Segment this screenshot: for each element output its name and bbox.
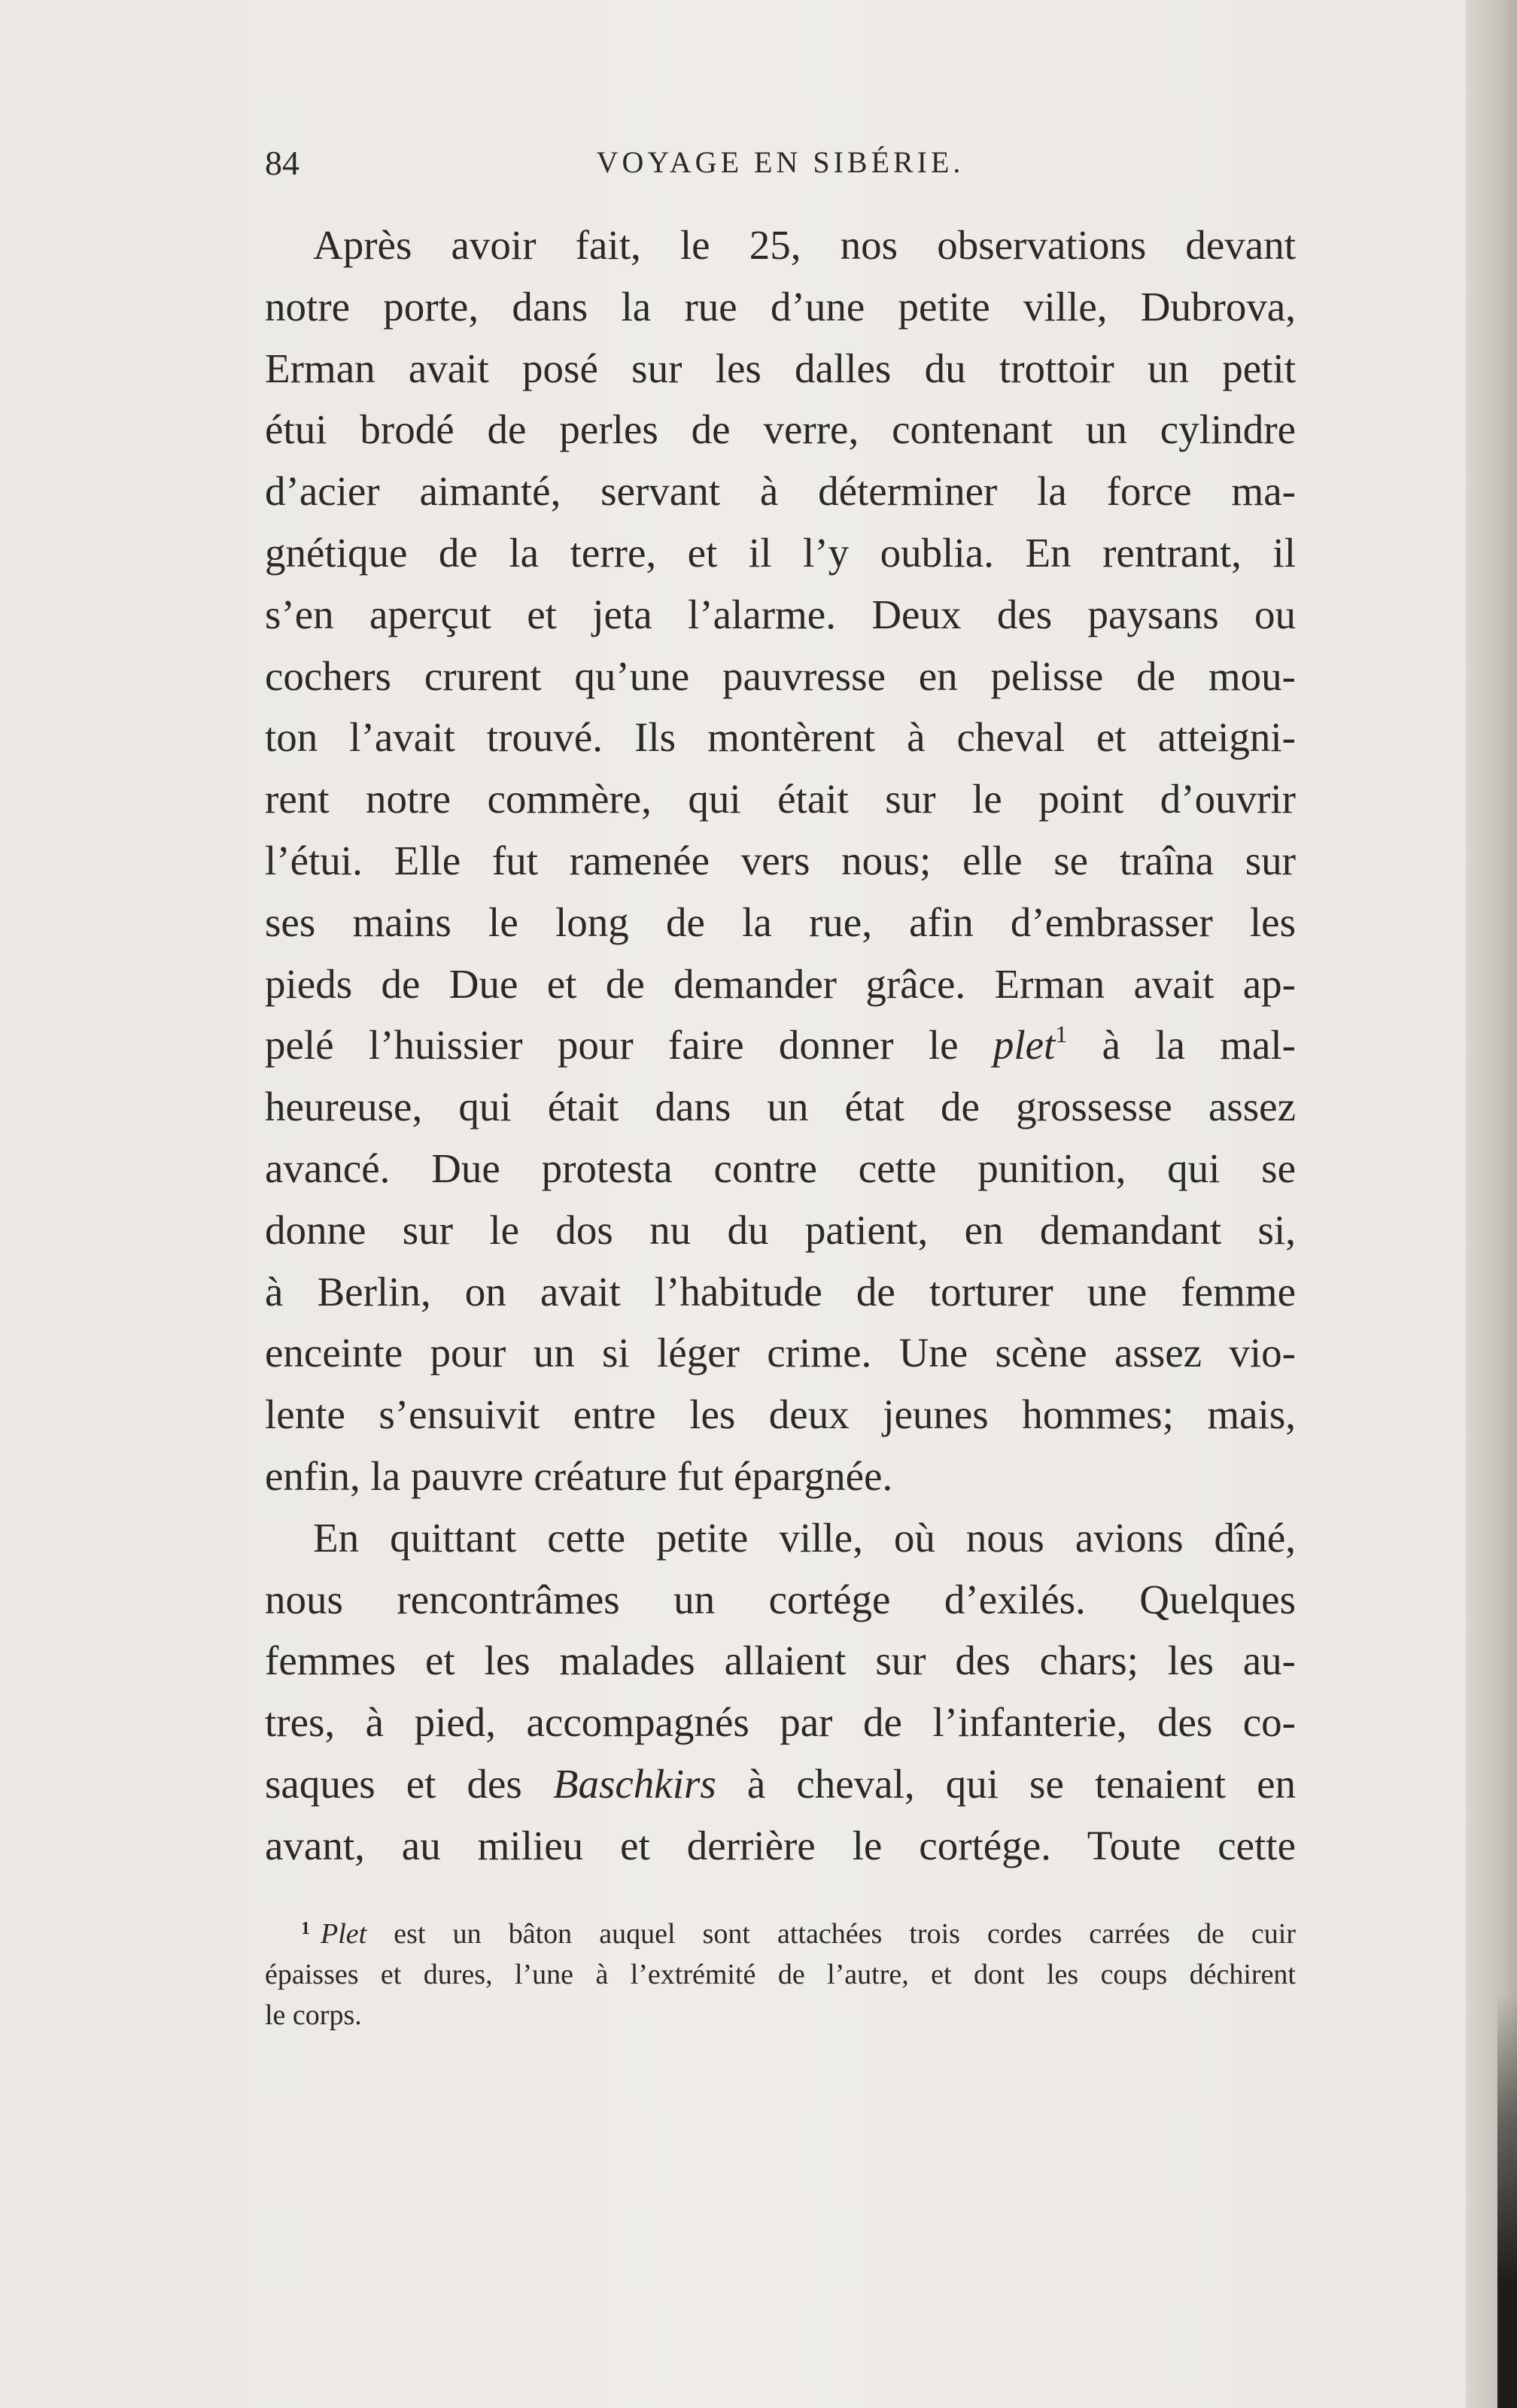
footnote-line: épaisses et dures, l’une à l’extrémité de l’autre, et dont les coups déchirent — [265, 1959, 1296, 1990]
text-line: rent notre commère, qui était sur le point d’ouvrir — [265, 776, 1296, 822]
footnote-line — [265, 1914, 1296, 1954]
footnote-term: Plet — [321, 1918, 367, 1950]
text-line: avant, au milieu et derrière le cortége. Toute cette — [265, 1822, 1296, 1868]
text-segment: pelé l’huissier pour faire donner le — [265, 1022, 959, 1069]
text-line: enceinte pour un si léger crime. Une scène assez vio- — [265, 1330, 1296, 1376]
text-line: l’étui. Elle fut ramenée vers nous; elle se traîna sur — [265, 837, 1296, 883]
running-title: VOYAGE EN SIBÉRIE. — [596, 145, 965, 179]
body-text — [265, 214, 1296, 1877]
text-line: ton l’avait trouvé. Ils montèrent à cheval et atteigni- — [265, 714, 1296, 761]
text-line: nous rencontrâmes un cortége d’exilés. Quelques — [265, 1576, 1296, 1622]
italic-term-baschkirs: Baschkirs — [552, 1760, 716, 1807]
footnote-text: est un bâton auquel sont attachées trois cordes carrées de cuir — [366, 1918, 1296, 1950]
footnote — [265, 1914, 1296, 2036]
text-line: tres, à pied, accompagnés par de l’infanterie, des co- — [265, 1699, 1296, 1746]
text-line: à Berlin, on avait l’habitude de torturer une femme — [265, 1268, 1296, 1315]
text-line — [265, 1014, 1296, 1076]
text-line: donne sur le dos nu du patient, en demandant si, — [265, 1206, 1296, 1253]
text-line: Après avoir fait, le 25, nos observations devant — [313, 222, 1296, 268]
footnote-reference: 1 — [1055, 1020, 1068, 1048]
page-header — [265, 143, 1296, 196]
text-segment: à la mal- — [1067, 1022, 1296, 1069]
text-line: s’en aperçut et jeta l’alarme. Deux des paysans ou — [265, 591, 1296, 637]
text-line: avancé. Due protesta contre cette punition, qui se — [265, 1145, 1296, 1191]
text-line: étui brodé de perles de verre, contenant un cylindre — [265, 406, 1296, 453]
page-edge-shadow — [1497, 1994, 1517, 2408]
text-line: notre porte, dans la rue d’une petite ville, Dubrova, — [265, 283, 1296, 330]
text-line: heureuse, qui était dans un état de grossesse assez — [265, 1084, 1296, 1130]
text-line: enfin, la pauvre créature fut épargnée. — [265, 1452, 893, 1499]
italic-term-plet: plet — [993, 1022, 1056, 1069]
text-segment: saques et des — [265, 1760, 522, 1807]
text-line: ses mains le long de la rue, afin d’embrasser les — [265, 898, 1296, 945]
page-number: 84 — [265, 144, 299, 182]
footnote-mark: 1 — [301, 1919, 310, 1938]
text-line: Erman avait posé sur les dalles du trottoir un petit — [265, 345, 1296, 391]
text-line: gnétique de la terre, et il l’y oublia. En rentrant, il — [265, 529, 1296, 576]
text-line: pieds de Due et de demander grâce. Erman avait ap- — [265, 960, 1296, 1007]
text-segment: à cheval, qui se tenaient en — [716, 1760, 1297, 1807]
text-line: cochers crurent qu’une pauvresse en pelisse de mou- — [265, 652, 1296, 699]
text-line: lente s’ensuivit entre les deux jeunes hommes; mais, — [265, 1391, 1296, 1438]
text-line: d’acier aimanté, servant à déterminer la force ma- — [265, 468, 1296, 515]
footnote-line: le corps. — [265, 1999, 362, 2031]
text-line: femmes et les malades allaient sur des chars; les au- — [265, 1637, 1296, 1684]
text-line: En quittant cette petite ville, où nous avions dîné, — [313, 1514, 1296, 1561]
text-line — [265, 1753, 1296, 1815]
